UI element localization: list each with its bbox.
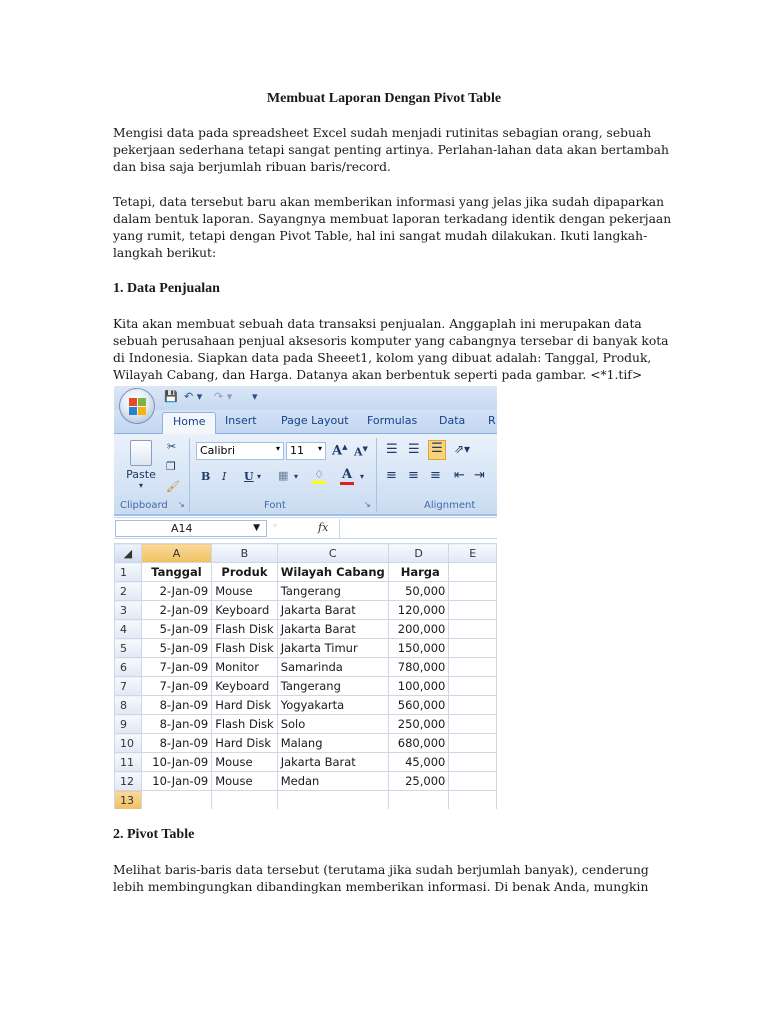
cell[interactable]: Mouse: [212, 753, 278, 772]
cell[interactable]: 200,000: [388, 620, 449, 639]
column-header-e[interactable]: E: [449, 544, 497, 563]
fill-color-icon[interactable]: ♢: [312, 468, 326, 484]
shrink-font-button[interactable]: A▼: [354, 444, 368, 459]
cell[interactable]: Hard Disk: [212, 734, 278, 753]
tab-insert[interactable]: Insert: [225, 414, 257, 427]
font-color-label: A: [341, 467, 353, 482]
cell[interactable]: 8-Jan-09: [141, 696, 211, 715]
text-line: Kita akan membuat sebuah data transaksi penjualan. Anggaplah ini merupakan data: [113, 317, 642, 331]
table-row: [115, 601, 497, 620]
cell[interactable]: Solo: [277, 715, 388, 734]
font-color-dropdown-icon[interactable]: ▾: [360, 472, 365, 481]
formula-input[interactable]: [339, 519, 497, 539]
paste-button[interactable]: [126, 440, 156, 494]
orientation-icon[interactable]: ⇗▾: [454, 442, 471, 456]
cell[interactable]: [277, 791, 388, 810]
cell[interactable]: Jakarta Timur: [277, 639, 388, 658]
cell[interactable]: Produk: [212, 563, 278, 582]
cell[interactable]: Jakarta Barat: [277, 601, 388, 620]
cell[interactable]: Tanggal: [141, 563, 211, 582]
cell[interactable]: Keyboard: [212, 677, 278, 696]
clipboard-group-label: Clipboard: [120, 500, 168, 511]
grow-font-button[interactable]: A▲: [332, 442, 348, 459]
cell[interactable]: 2-Jan-09: [141, 601, 211, 620]
table-row: [115, 639, 497, 658]
cell[interactable]: [449, 658, 497, 677]
align-middle-icon[interactable]: ☰: [408, 442, 420, 457]
cell[interactable]: 7-Jan-09: [141, 658, 211, 677]
text-line: yang rumit, tetapi dengan Pivot Table, hal ini sangat mudah dilakukan. Ikuti langkah-: [113, 229, 648, 243]
paragraph-pivot-table: [113, 862, 658, 896]
insert-function-icon[interactable]: fx: [318, 521, 329, 534]
align-left-icon[interactable]: ≡: [386, 468, 397, 483]
column-header-a[interactable]: A: [141, 544, 211, 563]
bold-button[interactable]: B: [201, 470, 211, 483]
excel-screenshot: [114, 386, 497, 809]
name-box[interactable]: [115, 520, 267, 537]
cell[interactable]: Tangerang: [277, 582, 388, 601]
dialog-launcher-icon[interactable]: ↘: [364, 500, 371, 509]
cell[interactable]: [449, 772, 497, 791]
customize-toolbar-icon[interactable]: ▾: [252, 390, 258, 403]
cell[interactable]: Samarinda: [277, 658, 388, 677]
cell[interactable]: 7-Jan-09: [141, 677, 211, 696]
paragraph-intro: [113, 125, 669, 176]
tab-home[interactable]: Home: [162, 412, 216, 435]
cell[interactable]: 8-Jan-09: [141, 734, 211, 753]
ribbon-tabs: [114, 410, 497, 434]
text-line: Wilayah Cabang, dan Harga. Datanya akan berbentuk seperti pada gambar. <*1.tif>: [113, 368, 643, 382]
cell[interactable]: [388, 791, 449, 810]
formula-bar: [114, 517, 497, 539]
cell[interactable]: 8-Jan-09: [141, 715, 211, 734]
cell[interactable]: Wilayah Cabang: [277, 563, 388, 582]
align-right-icon[interactable]: ≡: [430, 468, 441, 483]
quick-access-toolbar: [114, 386, 497, 410]
copy-icon[interactable]: ❐: [166, 460, 176, 473]
cell[interactable]: [449, 791, 497, 810]
cell[interactable]: 45,000: [388, 753, 449, 772]
cell[interactable]: 150,000: [388, 639, 449, 658]
row-header[interactable]: 6: [115, 658, 142, 677]
redo-icon[interactable]: ↷ ▾: [214, 390, 233, 403]
table-row: [115, 658, 497, 677]
cell[interactable]: Keyboard: [212, 601, 278, 620]
cell[interactable]: [141, 791, 211, 810]
row-header[interactable]: 10: [115, 734, 142, 753]
cell[interactable]: Flash Disk: [212, 639, 278, 658]
tab-formulas[interactable]: Formulas: [367, 414, 418, 427]
row-header[interactable]: 3: [115, 601, 142, 620]
cell[interactable]: Flash Disk: [212, 715, 278, 734]
italic-button[interactable]: I: [222, 470, 227, 483]
font-name-select[interactable]: [196, 442, 284, 460]
font-group-label: Font: [264, 500, 286, 511]
column-header-d[interactable]: D: [388, 544, 449, 563]
ribbon-border: [114, 514, 497, 516]
tab-page-layout[interactable]: Page Layout: [281, 414, 349, 427]
text-line: dalam bentuk laporan. Sayangnya membuat laporan terkadang identik dengan pekerjaan: [113, 212, 672, 226]
shrink-font-label: A: [354, 445, 363, 459]
cell[interactable]: 10-Jan-09: [141, 772, 211, 791]
table-row: [115, 563, 497, 582]
text-line: dan bisa saja berjumlah ribuan baris/record.: [113, 160, 391, 174]
alignment-group-label: Alignment: [424, 500, 476, 511]
office-logo-icon: [129, 398, 146, 415]
formula-bar-separator-icon: ◦: [272, 521, 278, 532]
font-name-value: Calibri: [200, 444, 236, 457]
save-icon[interactable]: 💾: [164, 390, 178, 403]
font-size-select[interactable]: [286, 442, 326, 460]
table-row: [115, 715, 497, 734]
paragraph-data-penjualan: [113, 316, 669, 384]
chevron-down-icon[interactable]: ▼: [253, 523, 260, 533]
cell[interactable]: Hard Disk: [212, 696, 278, 715]
cut-icon[interactable]: ✂: [167, 440, 177, 453]
table-row: [115, 734, 497, 753]
table-row: [115, 582, 497, 601]
cell[interactable]: 680,000: [388, 734, 449, 753]
cell[interactable]: 5-Jan-09: [141, 620, 211, 639]
cell[interactable]: [449, 639, 497, 658]
row-header[interactable]: 9: [115, 715, 142, 734]
cell[interactable]: 120,000: [388, 601, 449, 620]
table-row: [115, 791, 497, 810]
cell[interactable]: [449, 677, 497, 696]
align-center-icon[interactable]: ≡: [408, 468, 419, 483]
cell[interactable]: 250,000: [388, 715, 449, 734]
cell[interactable]: [212, 791, 278, 810]
clipboard-icon: [130, 440, 152, 466]
cell[interactable]: Mouse: [212, 582, 278, 601]
cell[interactable]: [449, 696, 497, 715]
column-header-c[interactable]: C: [277, 544, 388, 563]
spreadsheet-grid: [114, 543, 497, 809]
name-box-value: A14: [171, 522, 193, 535]
row-header[interactable]: 4: [115, 620, 142, 639]
text-line: langkah berikut:: [113, 246, 217, 260]
cell[interactable]: [449, 753, 497, 772]
align-bottom-icon[interactable]: ☰: [428, 440, 446, 460]
column-header-b[interactable]: B: [212, 544, 278, 563]
text-line: sebuah perusahaan penjual aksesoris komputer yang cabangnya tersebar di banyak kota: [113, 334, 669, 348]
table-row: [115, 677, 497, 696]
cell[interactable]: 5-Jan-09: [141, 639, 211, 658]
undo-icon[interactable]: ↶ ▾: [184, 390, 203, 403]
office-button[interactable]: [119, 388, 155, 424]
cell[interactable]: 780,000: [388, 658, 449, 677]
row-header[interactable]: 2: [115, 582, 142, 601]
heading-data-penjualan: 1. Data Penjualan: [113, 281, 220, 296]
tab-data[interactable]: Data: [439, 414, 466, 427]
cell[interactable]: [449, 620, 497, 639]
cell[interactable]: Jakarta Barat: [277, 620, 388, 639]
row-header[interactable]: 13: [115, 791, 142, 810]
cell[interactable]: [449, 715, 497, 734]
cell[interactable]: Mouse: [212, 772, 278, 791]
increase-indent-icon[interactable]: ⇥: [474, 468, 485, 483]
cell[interactable]: Tangerang: [277, 677, 388, 696]
cell[interactable]: [449, 601, 497, 620]
row-header[interactable]: 5: [115, 639, 142, 658]
underline-dropdown-icon[interactable]: ▾: [257, 472, 262, 481]
paste-label: Paste: [126, 468, 156, 481]
select-all-corner[interactable]: ◢: [115, 544, 142, 563]
cell[interactable]: 100,000: [388, 677, 449, 696]
font-color-swatch: [340, 482, 354, 485]
chevron-down-icon: ▾: [317, 444, 322, 453]
cell[interactable]: Yogyakarta: [277, 696, 388, 715]
table-row: [115, 696, 497, 715]
tab-review[interactable]: R: [488, 414, 496, 427]
page-title: Membuat Laporan Dengan Pivot Table: [266, 91, 502, 106]
text-line: lebih membingungkan dibandingkan memberikan informasi. Di benak Anda, mungkin: [113, 880, 649, 894]
font-size-value: 11: [290, 444, 304, 457]
table-row: [115, 753, 497, 772]
cell[interactable]: 10-Jan-09: [141, 753, 211, 772]
cell[interactable]: 560,000: [388, 696, 449, 715]
group-separator: [189, 438, 190, 512]
table-row: [115, 620, 497, 639]
cell[interactable]: Medan: [277, 772, 388, 791]
grow-font-label: A: [332, 443, 343, 459]
chevron-down-icon: ▾: [275, 444, 280, 453]
text-line: Melihat baris-baris data tersebut (terutama jika sudah berjumlah banyak), cenderung: [113, 863, 649, 877]
decrease-indent-icon[interactable]: ⇤: [454, 468, 465, 483]
row-header[interactable]: 7: [115, 677, 142, 696]
fill-color-swatch: [312, 481, 326, 484]
heading-pivot-table: 2. Pivot Table: [113, 827, 195, 842]
row-header[interactable]: 11: [115, 753, 142, 772]
row-header[interactable]: 8: [115, 696, 142, 715]
cell[interactable]: Malang: [277, 734, 388, 753]
group-separator: [376, 438, 377, 512]
text-line: Tetapi, data tersebut baru akan memberikan informasi yang jelas jika sudah dipaparkan: [113, 195, 665, 209]
table-row: [115, 772, 497, 791]
borders-dropdown-icon[interactable]: ▾: [294, 472, 299, 481]
format-painter-icon[interactable]: 🖌: [166, 480, 180, 493]
text-line: di Indonesia. Siapkan data pada Sheeet1, kolom yang dibuat adalah: Tanggal, Produk,: [113, 351, 652, 365]
borders-icon[interactable]: ▦: [278, 469, 289, 482]
cell[interactable]: Harga: [388, 563, 449, 582]
cell[interactable]: [449, 734, 497, 753]
align-top-icon[interactable]: ☰: [386, 442, 398, 457]
text-line: Mengisi data pada spreadsheet Excel sudah menjadi rutinitas sebagian orang, sebuah: [113, 126, 652, 140]
cell[interactable]: 50,000: [388, 582, 449, 601]
dialog-launcher-icon[interactable]: ↘: [178, 500, 185, 509]
ribbon: [114, 434, 497, 516]
row-header[interactable]: 1: [115, 563, 142, 582]
font-color-button[interactable]: [340, 467, 354, 485]
cell[interactable]: Monitor: [212, 658, 278, 677]
row-header[interactable]: 12: [115, 772, 142, 791]
paste-dropdown-icon: ▾: [138, 481, 143, 490]
cell[interactable]: Jakarta Barat: [277, 753, 388, 772]
paragraph-report: [113, 194, 672, 262]
underline-button[interactable]: U: [244, 470, 254, 483]
text-line: pekerjaan sederhana tetapi sangat penting artinya. Perlahan-lahan data akan bertambah: [113, 143, 669, 157]
cell[interactable]: 25,000: [388, 772, 449, 791]
cell[interactable]: Flash Disk: [212, 620, 278, 639]
cell[interactable]: [449, 582, 497, 601]
cell[interactable]: 2-Jan-09: [141, 582, 211, 601]
cell[interactable]: [449, 563, 497, 582]
